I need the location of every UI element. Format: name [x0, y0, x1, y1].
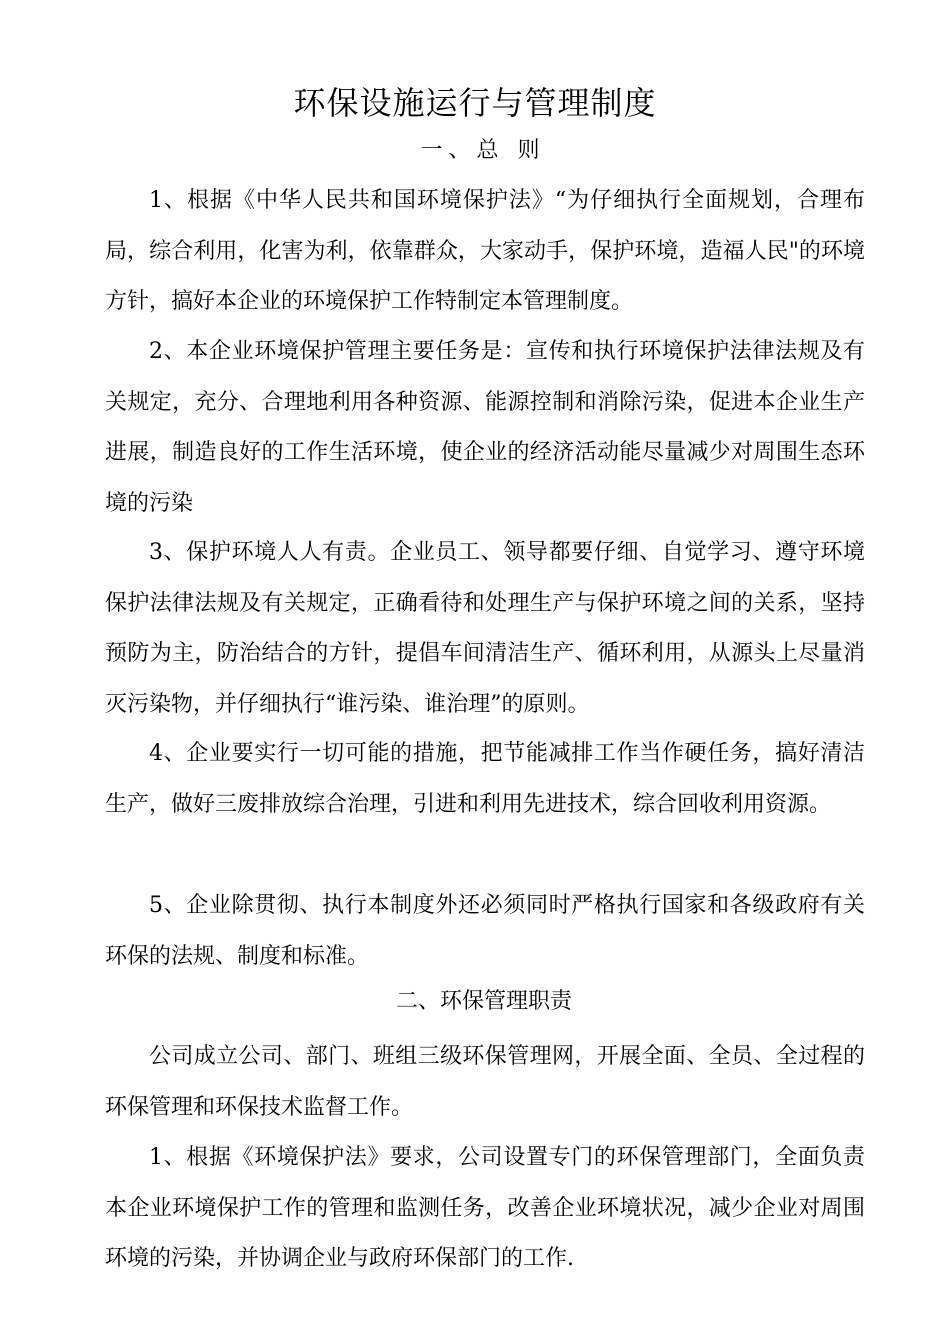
paragraph: 3、保护环境人人有责。企业员工、领导都要仔细、自觉学习、遵守环境保护法律法规及有关规定，正确看待和处理生产与保护环境之间的关系，坚持预防为主，防治结合的方针，提倡车间清洁生产、循环利用，从源头上尽量消灭污染物，并仔细执行“谁污染、谁治理”的原则。	[105, 540, 865, 717]
paragraph: 4、企业要实行一切可能的措施，把节能减排工作当作硬任务，搞好清洁生产，做好三废排放综合治理，引进和利用先进技术，综合回收利用资源。	[105, 741, 865, 817]
paragraph: 1、根据《中华人民共和国环境保护法》“为仔细执行全面规划，合理布局，综合利用，化害为利，依靠群众，大家动手，保护环境，造福人民"的环境方针，搞好本企业的环境保护工作特制定本管理制度。	[105, 188, 865, 314]
paragraph: 公司成立公司、部门、班组三级环保管理网，开展全面、全员、全过程的环保管理和环保技术监督工作。	[105, 1044, 865, 1120]
section-heading-general: 一、总 则	[420, 138, 546, 163]
paragraph: 1、根据《环境保护法》要求，公司设置专门的环保管理部门，全面负责本企业环境保护工作的管理和监测任务，改善企业环境状况，减少企业对周围环境的污染，并协调企业与政府环保部门的工作.	[105, 1145, 865, 1271]
section-heading-responsibilities: 二、环保管理职责	[395, 989, 572, 1014]
document-title: 环保设施运行与管理制度	[293, 84, 657, 122]
paragraph: 2、本企业环境保护管理主要任务是：宣传和执行环境保护法律法规及有关规定，充分、合理地利用各种资源、能源控制和消除污染，促进本企业生产进展，制造良好的工作生活环境，使企业的经济活动能尽量减少对周围生态环境的污染	[105, 339, 865, 516]
paragraph: 5、企业除贯彻、执行本制度外还必须同时严格执行国家和各级政府有关环保的法规、制度和标准。	[105, 893, 865, 969]
